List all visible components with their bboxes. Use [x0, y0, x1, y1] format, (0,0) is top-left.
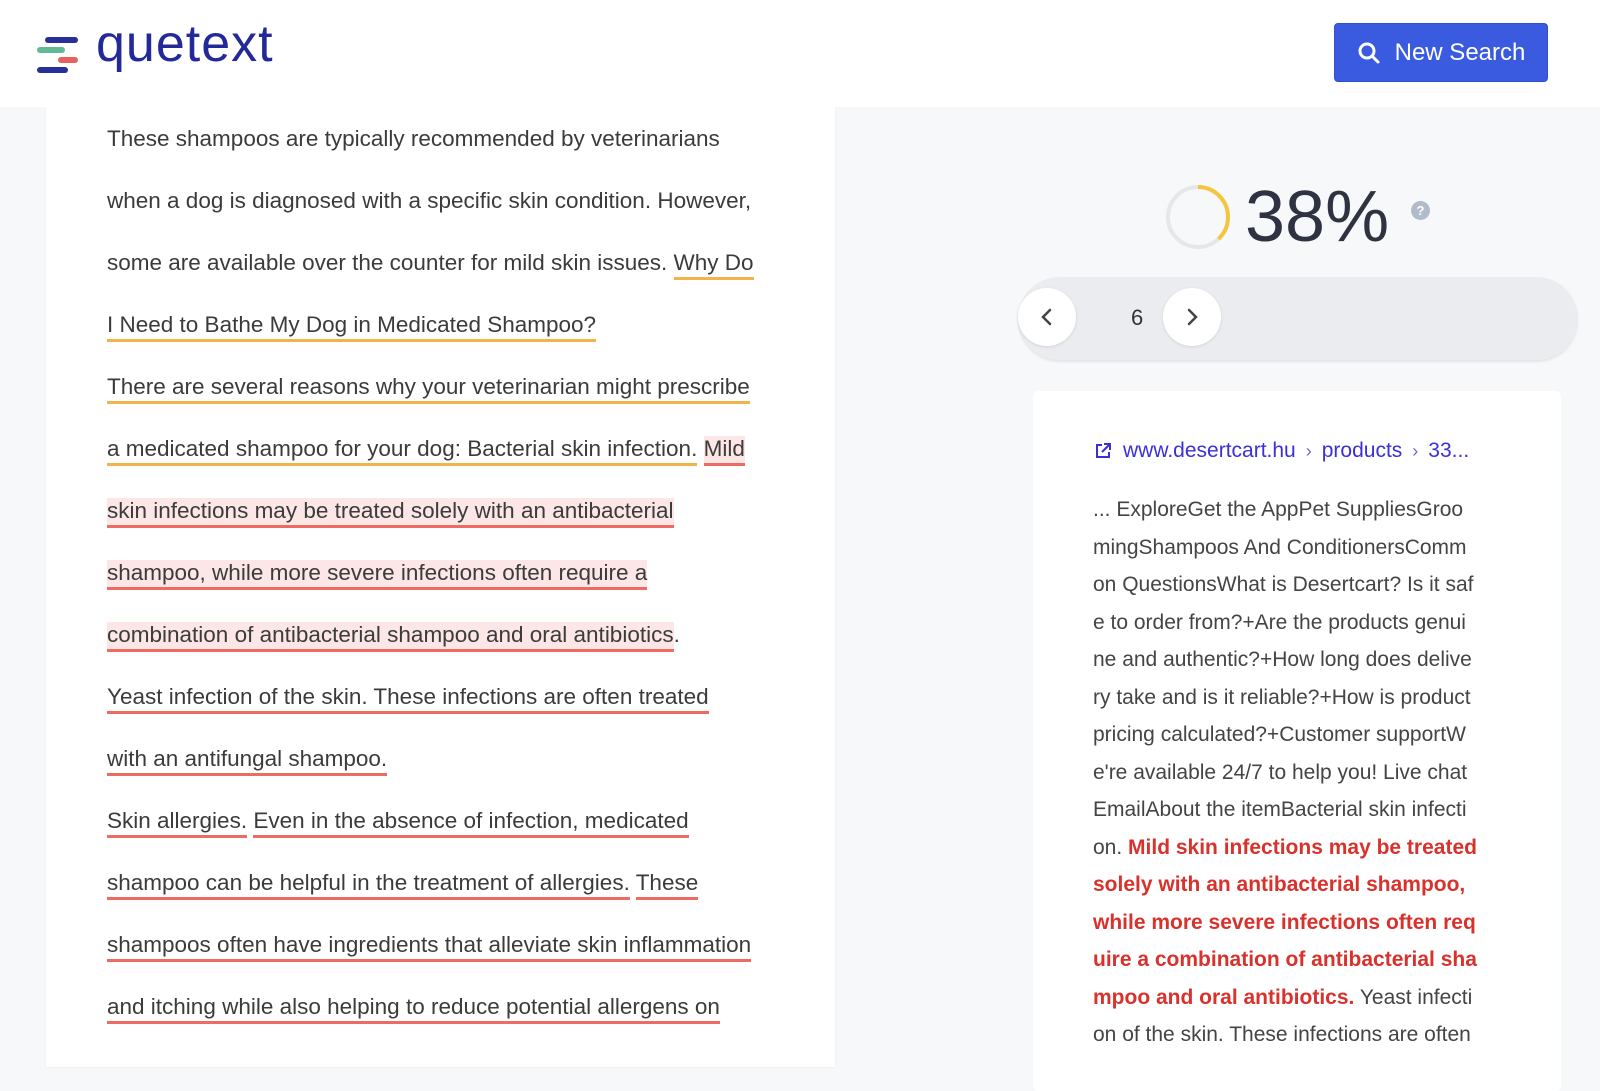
- excerpt-line: [1093, 604, 1477, 642]
- current-match-number: 6: [1131, 305, 1144, 330]
- document-line: [107, 489, 807, 551]
- excerpt-text: EmailAbout the itemBacterial skin infecti: [1093, 798, 1467, 821]
- excerpt-line: [1093, 1016, 1477, 1054]
- matched-text-segment[interactable]: These: [636, 870, 699, 900]
- excerpt-line: [1093, 529, 1477, 567]
- prev-match-button[interactable]: [1018, 288, 1076, 346]
- document-line: [107, 799, 807, 861]
- chevron-right-icon: [1184, 307, 1200, 327]
- highlighted-match: mpoo and oral antibiotics.: [1093, 985, 1355, 1009]
- document-line: [107, 427, 807, 489]
- excerpt-text: ry take and is it reliable?+How is product: [1093, 685, 1471, 709]
- document-line: [107, 613, 807, 675]
- excerpt-line: [1093, 866, 1477, 904]
- document-line: [107, 117, 807, 179]
- excerpt-text: e're available 24/7 to help you! Live chat: [1093, 760, 1468, 784]
- matched-text-segment[interactable]: There are several reasons why your veterinarian might prescribe: [107, 374, 750, 404]
- highlighted-match: uire a combination of antibacterial sha: [1093, 948, 1477, 971]
- external-link-icon: [1093, 441, 1113, 461]
- new-search-label: New Search: [1394, 38, 1526, 66]
- score-display: [1165, 176, 1389, 258]
- source-domain[interactable]: www.desertcart.hu: [1123, 439, 1296, 462]
- source-path-2[interactable]: 33...: [1428, 439, 1470, 462]
- text-segment: some are available over the counter for mild skin issues.: [107, 250, 674, 275]
- logo-icon: [36, 25, 80, 69]
- document-line: [107, 241, 807, 303]
- search-icon: [1357, 41, 1381, 65]
- matched-text-segment[interactable]: skin infections may be treated solely with an antibacterial: [107, 498, 674, 528]
- source-path-1[interactable]: products: [1321, 439, 1403, 462]
- excerpt-line: [1093, 941, 1477, 979]
- next-match-button[interactable]: [1163, 288, 1221, 346]
- source-card: [1033, 391, 1561, 1091]
- matched-text-segment[interactable]: Why Do: [674, 250, 754, 280]
- text-segment: [630, 870, 636, 897]
- source-excerpt: [1093, 491, 1477, 1054]
- document-line: [107, 737, 807, 799]
- excerpt-text: Yeast infecti: [1354, 985, 1473, 1009]
- excerpt-line: [1093, 979, 1477, 1017]
- document-text: [107, 117, 807, 1047]
- help-icon[interactable]: ?: [1411, 201, 1430, 220]
- logo-text: quetext: [96, 15, 274, 73]
- match-pager: [1018, 277, 1578, 360]
- excerpt-text: on QuestionsWhat is Desertcart? Is it saf: [1093, 573, 1474, 596]
- score-ring: [1165, 184, 1231, 250]
- text-segment: .: [673, 622, 680, 647]
- excerpt-text: e to order from?+Are the products genui: [1093, 610, 1466, 634]
- text-segment: [697, 436, 703, 463]
- breadcrumb-separator: ›: [1412, 440, 1419, 461]
- matched-text-segment[interactable]: with an antifungal shampoo.: [107, 746, 387, 776]
- matched-text-segment[interactable]: a medicated shampoo for your dog: Bacterial skin infection.: [107, 436, 697, 466]
- matched-text-segment[interactable]: shampoo, while more severe infections often require a: [107, 560, 647, 590]
- document-line: [107, 923, 807, 985]
- excerpt-text: on.: [1093, 835, 1129, 859]
- excerpt-line: [1093, 904, 1477, 942]
- highlighted-match: Mild skin infections may be treated: [1128, 835, 1477, 859]
- excerpt-line: [1093, 566, 1477, 604]
- highlighted-match: while more severe infections often req: [1093, 910, 1476, 934]
- document-line: [107, 551, 807, 613]
- text-segment: when a dog is diagnosed with a specific skin condition. However,: [107, 188, 752, 213]
- chevron-left-icon: [1039, 307, 1055, 327]
- score-percent: 38%: [1245, 177, 1390, 257]
- document-line: [107, 365, 807, 427]
- breadcrumb-separator: ›: [1305, 440, 1312, 461]
- matched-text-segment[interactable]: Mild: [704, 436, 745, 466]
- excerpt-line: [1093, 829, 1477, 867]
- excerpt-text: ne and authentic?+How long does delive: [1093, 648, 1472, 671]
- matched-text-segment[interactable]: shampoo can be helpful in the treatment of allergies.: [107, 870, 630, 900]
- quetext-logo[interactable]: [36, 15, 274, 73]
- matched-text-segment[interactable]: Yeast infection of the skin. These infections are often treated: [107, 684, 709, 714]
- source-link[interactable]: [1093, 439, 1469, 463]
- excerpt-text: mingShampoos And ConditionersComm: [1093, 535, 1467, 559]
- excerpt-line: [1093, 679, 1477, 717]
- matched-text-segment[interactable]: and itching while also helping to reduce potential allergens on: [107, 994, 720, 1024]
- document-line: [107, 861, 807, 923]
- excerpt-text: on of the skin. These infections are often: [1093, 1023, 1471, 1046]
- text-segment: These shampoos are typically recommended by veterinarians: [107, 126, 720, 151]
- matched-text-segment[interactable]: combination of antibacterial shampoo and oral antibiotics: [107, 622, 674, 652]
- document-line: [107, 179, 807, 241]
- excerpt-line: [1093, 491, 1477, 529]
- new-search-button[interactable]: [1334, 23, 1548, 82]
- document-line: [107, 675, 807, 737]
- document-line: [107, 985, 807, 1047]
- highlighted-match: solely with an antibacterial shampoo,: [1093, 873, 1466, 896]
- excerpt-line: [1093, 716, 1477, 754]
- excerpt-line: [1093, 754, 1477, 792]
- matched-text-segment[interactable]: Even in the absence of infection, medicated: [253, 808, 688, 838]
- document-panel: [46, 107, 835, 1067]
- excerpt-line: [1093, 641, 1477, 679]
- matched-text-segment[interactable]: I Need to Bathe My Dog in Medicated Shampoo?: [107, 312, 596, 342]
- matched-text-segment[interactable]: shampoos often have ingredients that alleviate skin inflammation: [107, 932, 751, 962]
- excerpt-text: pricing calculated?+Customer supportW: [1093, 723, 1466, 746]
- document-line: [107, 303, 807, 365]
- excerpt-text: ... ExploreGet the AppPet SuppliesGroo: [1093, 498, 1464, 521]
- matched-text-segment[interactable]: Skin allergies.: [107, 808, 247, 838]
- header: [0, 0, 1600, 107]
- excerpt-line: [1093, 791, 1477, 829]
